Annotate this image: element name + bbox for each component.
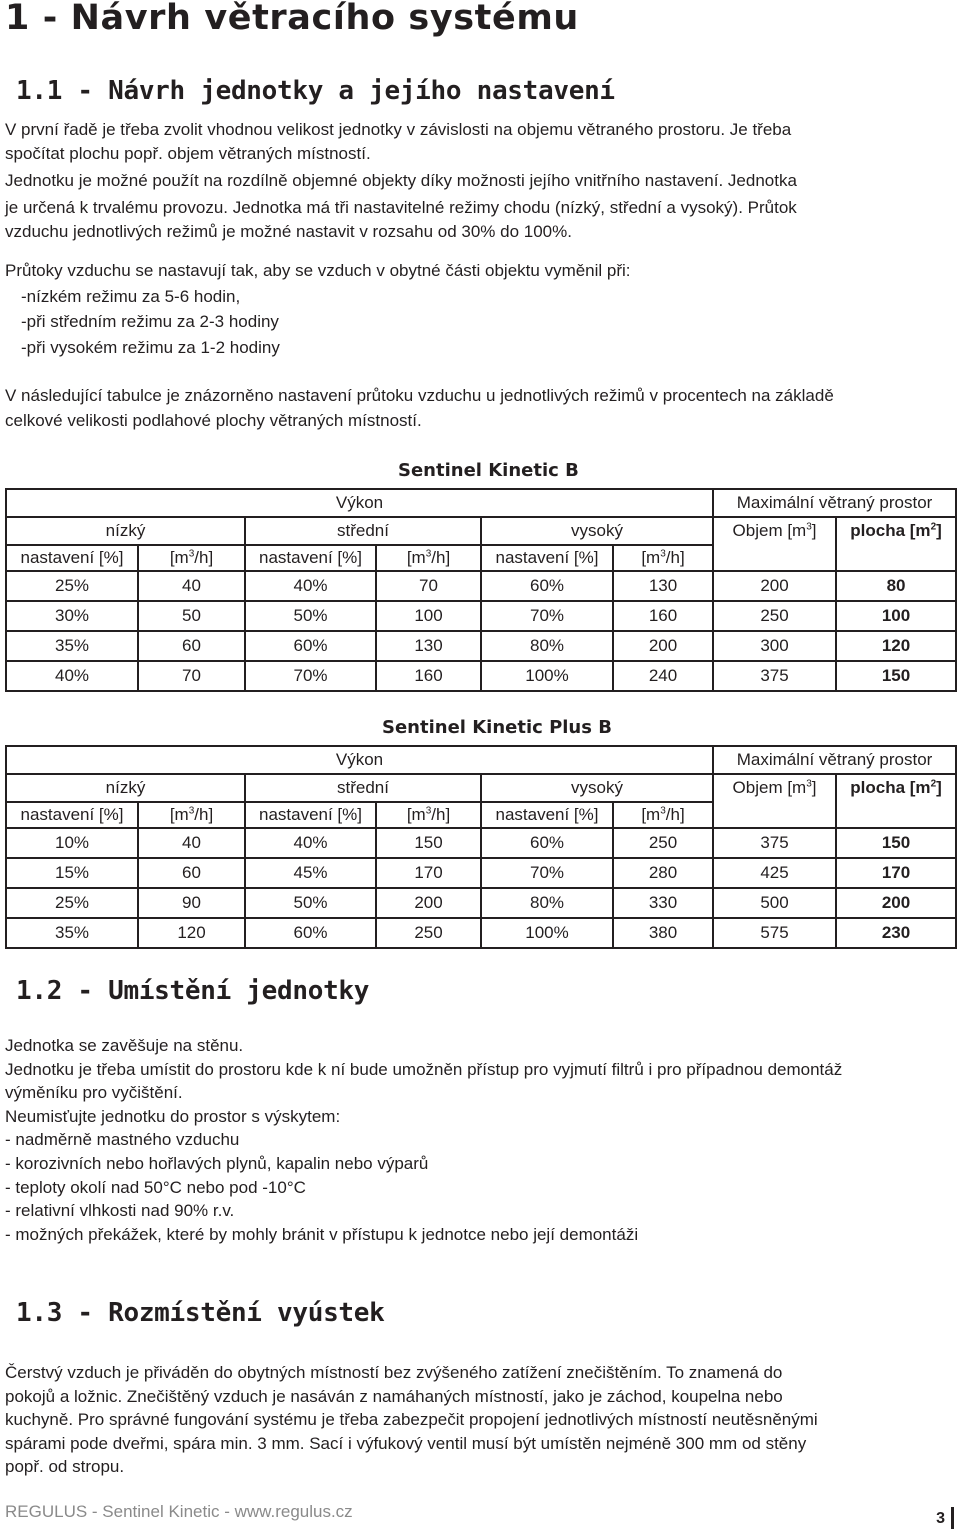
text-line: V následující tabulce je znázorněno nastavení průtoku vzduchu u jednotlivých režimů v procentech na základě [5, 386, 834, 405]
text-line: kuchyně. Pro správné fungování systému je třeba zabezpečit propojení jednotlivých místností neutěsněnými [5, 1410, 818, 1430]
table-row [6, 918, 956, 948]
table-cell: 160 [613, 601, 713, 631]
table-cell: 425 [713, 858, 836, 888]
table-cell: 100% [481, 661, 613, 691]
header-m3h: $[m^3/h]$ [613, 545, 713, 571]
table-cell: 30% [6, 601, 138, 631]
table-cell: 375 [713, 828, 836, 858]
table-cell: 130 [613, 571, 713, 601]
text-line: celkové velikosti podlahové plochy větraných místností. [5, 411, 422, 430]
table-cell: 40% [245, 571, 376, 601]
table-cell: 200 [836, 888, 956, 918]
page-number: 3 [936, 1507, 954, 1529]
text-line: popř. od stropu. [5, 1457, 125, 1477]
table1-title: Sentinel Kinetic B [398, 460, 579, 481]
table-cell: 50% [245, 601, 376, 631]
header-nastaveni: nastavení [%] [245, 545, 376, 571]
list-item: -nízkém režimu za 5-6 hodin, [21, 286, 241, 306]
table-cell: 330 [613, 888, 713, 918]
table-cell: 60% [481, 571, 613, 601]
table-row [6, 888, 956, 918]
section-heading-1-3: 1.3 - Rozmístění vyústek [16, 1298, 385, 1328]
table-cell: 150 [376, 828, 481, 858]
header-m3h: $[m^3/h]$ [376, 802, 481, 828]
header-nastaveni: nastavení [%] [6, 545, 138, 571]
list-item: - korozivních nebo hořlavých plynů, kapalin nebo výparů [5, 1153, 429, 1173]
header-nastaveni: nastavení [%] [481, 545, 613, 571]
table-cell: 40 [138, 828, 245, 858]
table-cell: 230 [836, 918, 956, 948]
table2-title: Sentinel Kinetic Plus B [382, 717, 612, 738]
text-line: Jednotku je třeba umístit do prostoru kde k ní bude umožněn přístup pro vyjmutí filtrů i pro případnou demontáž [5, 1059, 843, 1079]
table-cell: 200 [376, 888, 481, 918]
header-m3h: $[m^3/h]$ [138, 802, 245, 828]
table-cell: 130 [376, 631, 481, 661]
table-cell: 100% [481, 918, 613, 948]
header-nastaveni: nastavení [%] [245, 802, 376, 828]
table-cell: 120 [138, 918, 245, 948]
text-line: je určená k trvalému provozu. Jednotka má tři nastavitelné režimy chodu (nízký, střední a vysoký). Průtok [5, 198, 797, 217]
list-item: - nadměrně mastného vzduchu [5, 1130, 240, 1150]
table-cell: 250 [613, 828, 713, 858]
list-item: - relativní vlhkosti nad 90% r.v. [5, 1201, 235, 1221]
table-cell: 90 [138, 888, 245, 918]
header-plocha: plocha $[m^2]$ [836, 774, 956, 828]
table-cell: 80% [481, 888, 613, 918]
list-item: -při vysokém režimu za 1-2 hodiny [21, 337, 280, 357]
list-item: - teploty okolí nad 50°C nebo pod -10°C [5, 1177, 306, 1197]
list-item: - možných překážek, které by mohly bránit v přístupu k jednotce nebo její demontáži [5, 1224, 639, 1244]
table-cell: 40% [245, 828, 376, 858]
table-cell: 250 [376, 918, 481, 948]
table-cell: 40 [138, 571, 245, 601]
table-sentinel-kinetic-plus-b [5, 745, 957, 949]
table-row [6, 601, 956, 631]
text-line: Průtoky vzduchu se nastavují tak, aby se vzduch v obytné části objektu vyměnil při: [5, 261, 631, 280]
table-cell: 375 [713, 661, 836, 691]
header-m3h: $[m^3/h]$ [138, 545, 245, 571]
table-cell: 240 [613, 661, 713, 691]
header-objem: Objem $[m^3]$ [713, 517, 836, 571]
table-cell: 150 [836, 661, 956, 691]
table-cell: 25% [6, 571, 138, 601]
table-cell: 70% [481, 601, 613, 631]
table-cell: 160 [376, 661, 481, 691]
table-row [6, 571, 956, 601]
text-line: výměníku pro vyčištění. [5, 1083, 183, 1103]
table-cell: 70 [376, 571, 481, 601]
table-cell: 60% [245, 918, 376, 948]
table-cell: 250 [713, 601, 836, 631]
table-cell: 70 [138, 661, 245, 691]
header-vysoky: vysoký [481, 517, 713, 545]
table-cell: 60 [138, 631, 245, 661]
table-cell: 80 [836, 571, 956, 601]
header-nizky: nízký [6, 774, 245, 802]
header-max-prostor: Maximální větraný prostor [713, 746, 956, 774]
table-cell: 70% [245, 661, 376, 691]
table-cell: 60% [245, 631, 376, 661]
header-plocha: plocha $[m^2]$ [836, 517, 956, 571]
text-line: spárami pode dveřmi, spára min. 3 mm. Sací i výfukový ventil musí být umístěn nejméně 300 mm od stěny [5, 1433, 807, 1453]
header-vykon: Výkon [6, 746, 713, 774]
table-cell: 35% [6, 918, 138, 948]
table-cell: 120 [836, 631, 956, 661]
header-stredni: střední [245, 517, 481, 545]
header-vykon: Výkon [6, 489, 713, 517]
header-vysoky: vysoký [481, 774, 713, 802]
table-cell: 70% [481, 858, 613, 888]
table-cell: 25% [6, 888, 138, 918]
page-title: 1 - Návrh větracího systému [5, 0, 579, 38]
flow-paragraph [5, 258, 631, 360]
table-cell: 380 [613, 918, 713, 948]
table-cell: 60 [138, 858, 245, 888]
list-item: -při středním režimu za 2-3 hodiny [21, 312, 279, 331]
table-cell: 80% [481, 631, 613, 661]
table-row [6, 631, 956, 661]
table-sentinel-kinetic-b [5, 488, 957, 692]
intro-paragraph [5, 118, 797, 244]
table-cell: 100 [836, 601, 956, 631]
header-nastaveni: nastavení [%] [481, 802, 613, 828]
header-m3h: $[m^3/h]$ [613, 802, 713, 828]
table-cell: 280 [613, 858, 713, 888]
text-line: Jednotka se zavěšuje na stěnu. [5, 1036, 244, 1055]
text-line: Čerstvý vzduch je přiváděn do obytných místností bez zvýšeného zatížení znečištěním. To znamená do [5, 1363, 783, 1382]
header-m3h: $[m^3/h]$ [376, 545, 481, 571]
table-intro-paragraph [5, 383, 834, 433]
table-cell: 150 [836, 828, 956, 858]
text-line: Neumisťujte jednotku do prostor s výskytem: [5, 1106, 341, 1126]
header-objem: Objem $[m^3]$ [713, 774, 836, 828]
table-cell: 60% [481, 828, 613, 858]
header-nizky: nízký [6, 517, 245, 545]
header-max-prostor: Maximální větraný prostor [713, 489, 956, 517]
table-cell: 170 [836, 858, 956, 888]
table-cell: 200 [613, 631, 713, 661]
table-row [6, 661, 956, 691]
vents-paragraph [5, 1361, 818, 1479]
table-cell: 575 [713, 918, 836, 948]
table-cell: 35% [6, 631, 138, 661]
header-nastaveni: nastavení [%] [6, 802, 138, 828]
section-heading-1-2: 1.2 - Umístění jednotky [16, 976, 370, 1006]
section-heading-1-1: 1.1 - Návrh jednotky a jejího nastavení [16, 76, 615, 106]
table-row [6, 858, 956, 888]
table-cell: 50 [138, 601, 245, 631]
table-cell: 10% [6, 828, 138, 858]
placement-paragraph [5, 1034, 842, 1246]
text-line: spočítat plochu popř. objem větraných místností. [5, 144, 371, 163]
table-cell: 100 [376, 601, 481, 631]
text-line: Jednotku je možné použít na rozdílně objemné objekty díky možnosti jejího vnitřního nastavení. Jednotka [5, 171, 797, 190]
footer-text: REGULUS - Sentinel Kinetic - www.regulus.cz [5, 1502, 353, 1521]
table-row [6, 828, 956, 858]
text-line: V první řadě je třeba zvolit vhodnou velikost jednotky v závislosti na objemu větraného prostoru. Je třeba [5, 120, 792, 139]
text-line: pokojů a ložnic. Znečištěný vzduch je nasáván z namáhaných místností, jako je záchod, koupelna nebo [5, 1386, 783, 1406]
table-cell: 15% [6, 858, 138, 888]
table-cell: 200 [713, 571, 836, 601]
table-cell: 300 [713, 631, 836, 661]
header-stredni: střední [245, 774, 481, 802]
table-cell: 500 [713, 888, 836, 918]
table-cell: 40% [6, 661, 138, 691]
table-cell: 50% [245, 888, 376, 918]
table-cell: 45% [245, 858, 376, 888]
text-line: vzduchu jednotlivých režimů je možné nastavit v rozsahu od 30% do 100%. [5, 222, 572, 241]
table-cell: 170 [376, 858, 481, 888]
